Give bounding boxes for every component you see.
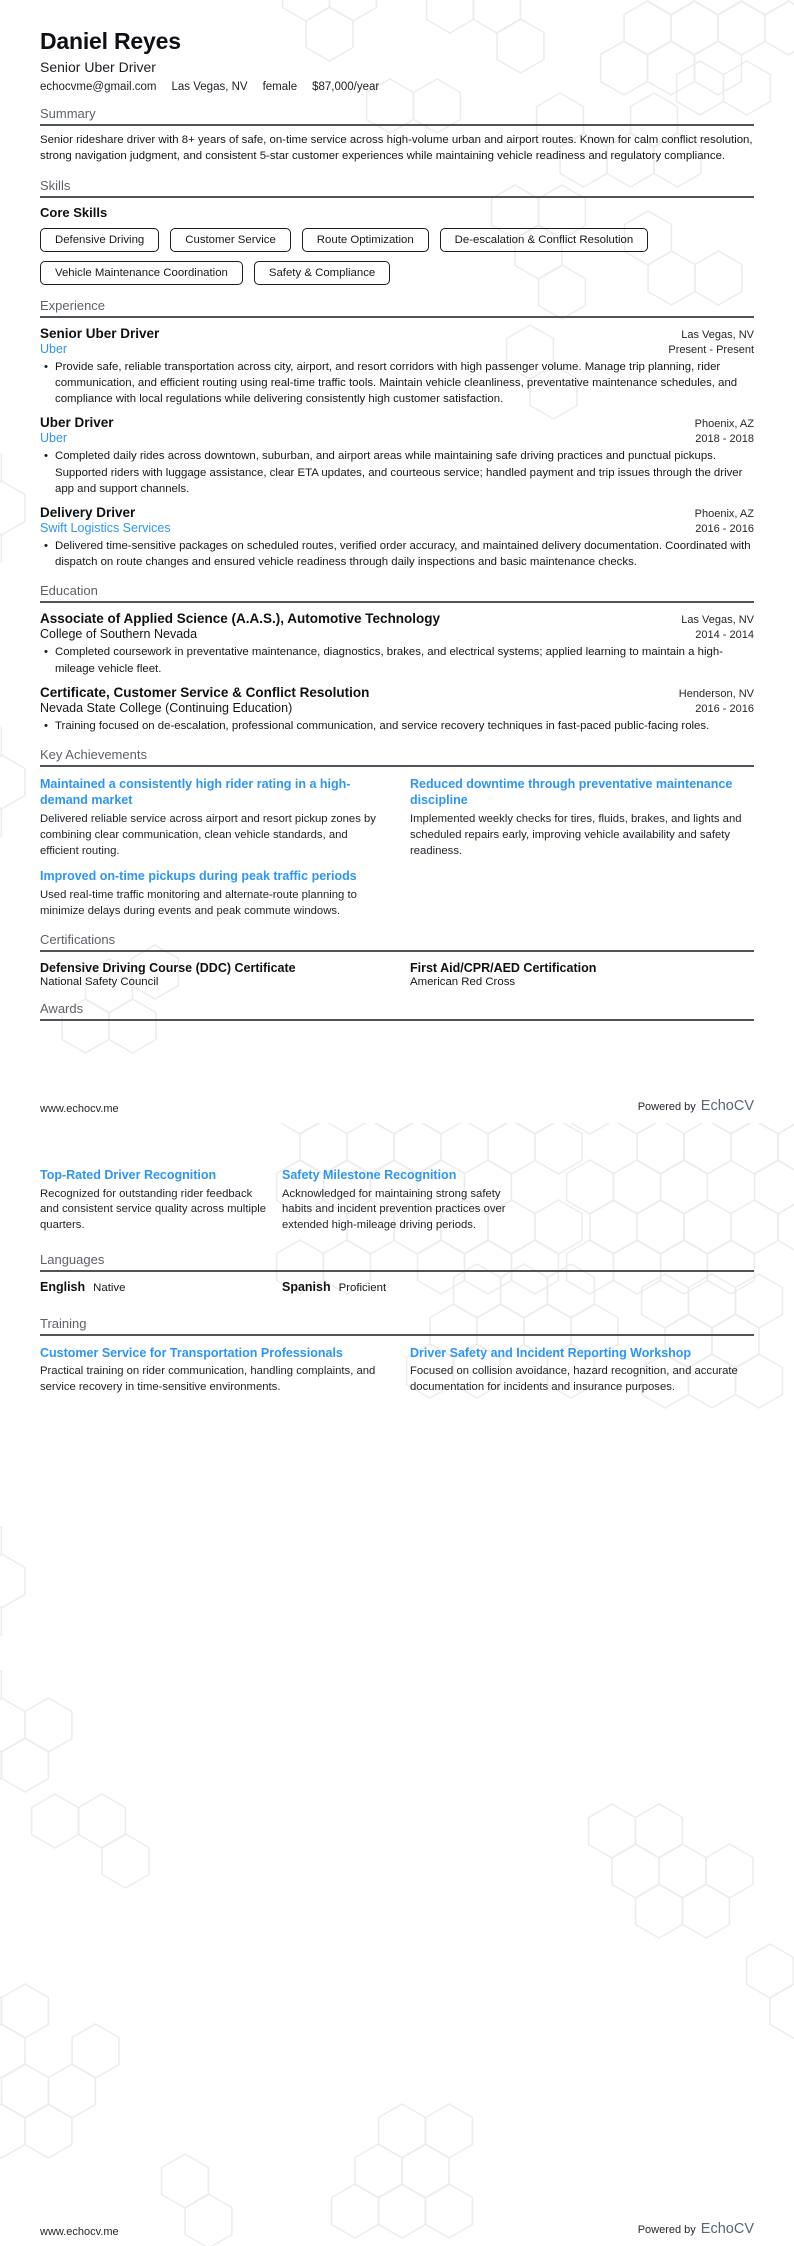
bullet-marker — [40, 359, 55, 408]
section-title-skills: Skills — [40, 178, 754, 198]
contact-location: Las Vegas, NV — [171, 81, 248, 93]
skills-chip-list — [40, 228, 754, 285]
section-key-achievements — [40, 747, 754, 920]
experience-entry — [40, 415, 754, 497]
section-certifications — [40, 932, 754, 988]
achievement-text: Used real-time traffic monitoring and alternate-route planning to minimize delays during events and peak commute windows. — [40, 888, 357, 917]
section-experience — [40, 298, 754, 571]
certification-item — [410, 961, 754, 988]
degree-title: Associate of Applied Science (A.A.S.), Automotive Technology — [40, 611, 441, 627]
bullet-marker — [40, 644, 55, 676]
resume-header — [40, 28, 754, 93]
education-dates: 2016 - 2016 — [695, 702, 754, 715]
language-name: English — [40, 1279, 86, 1294]
skill-chip: Defensive Driving — [40, 228, 159, 252]
footer-site-link[interactable]: www.echocv.me — [40, 2226, 119, 2238]
summary-text: Senior rideshare driver with 8+ years of safe, on-time service across high-volume urban and airport routes. Known for calm conflict resolution, strong navigation judgment, and consistent 5-star customer experiences while maintaining vehicle readiness and regulatory compliance. — [40, 134, 753, 163]
section-title-certifications: Certifications — [40, 932, 754, 952]
bullet-marker — [40, 448, 55, 497]
echocv-brand[interactable]: EchoCV — [700, 1098, 754, 1114]
language-item — [40, 1280, 270, 1294]
certification-name: First Aid/CPR/AED Certification — [410, 961, 597, 976]
achievement-item — [40, 776, 384, 859]
certification-grid — [40, 961, 754, 988]
job-bullet — [40, 448, 754, 497]
section-education — [40, 583, 754, 734]
job-dates: 2016 - 2016 — [695, 522, 754, 535]
education-bullet — [40, 718, 754, 734]
school-name: College of Southern Nevada — [40, 627, 198, 642]
achievement-grid — [40, 776, 754, 920]
education-bullet-text: Completed coursework in preventative maintenance, diagnostics, brakes, and electrical systems; applied learning to maintain a high-mileage vehicle fleet. — [55, 646, 723, 675]
education-entry — [40, 611, 754, 676]
certification-item — [40, 961, 384, 988]
page-footer — [40, 2220, 754, 2238]
company-link[interactable]: Uber — [40, 341, 68, 356]
achievement-text: Implemented weekly checks for tires, fluids, brakes, and lights and scheduled repairs early, improving vehicle availability and safety readiness. — [410, 812, 742, 857]
experience-entry — [40, 505, 754, 570]
achievement-title: Maintained a consistently high rider rating in a high-demand market — [40, 776, 351, 808]
certification-issuer: National Safety Council — [40, 976, 159, 989]
achievement-title: Reduced downtime through preventative maintenance discipline — [410, 776, 733, 808]
section-title-key-achievements: Key Achievements — [40, 747, 754, 767]
contact-row — [40, 81, 754, 93]
awards-grid — [40, 1167, 754, 1234]
section-title-education: Education — [40, 583, 754, 603]
section-title-training: Training — [40, 1316, 754, 1336]
powered-by-label: Powered by — [637, 2224, 696, 2236]
certification-name: Defensive Driving Course (DDC) Certificate — [40, 961, 296, 976]
language-level: Proficient — [338, 1281, 387, 1294]
achievement-title: Improved on-time pickups during peak traffic periods — [40, 869, 357, 884]
education-bullet — [40, 644, 754, 676]
skill-chip: Safety & Compliance — [254, 261, 390, 285]
award-text: Recognized for outstanding rider feedback and consistent service quality across multiple quarters. — [40, 1187, 267, 1232]
achievement-text: Delivered reliable service across airport and resort pickup zones by combining clear communication, clean vehicle standards, and efficient routing. — [40, 812, 376, 857]
education-bullet-text: Training focused on de-escalation, professional communication, and service recovery techniques in fast-paced public-facing roles. — [55, 719, 710, 732]
skill-chip: Vehicle Maintenance Coordination — [40, 261, 243, 285]
job-bullet — [40, 359, 754, 408]
section-title-experience: Experience — [40, 298, 754, 318]
job-location: Phoenix, AZ — [694, 418, 754, 431]
language-level: Native — [93, 1281, 126, 1294]
section-title-summary: Summary — [40, 106, 754, 126]
contact-salary: $87,000/year — [312, 81, 380, 93]
skill-chip: Customer Service — [170, 228, 291, 252]
training-text: Practical training on rider communication, handling complaints, and service recovery in time-sensitive environments. — [40, 1365, 376, 1394]
degree-title: Certificate, Customer Service & Conflict Resolution — [40, 684, 370, 700]
job-dates: 2018 - 2018 — [695, 433, 754, 446]
footer-site-link[interactable]: www.echocv.me — [40, 1103, 119, 1115]
job-location: Phoenix, AZ — [694, 507, 754, 520]
page-footer — [40, 1097, 754, 1115]
school-location: Henderson, NV — [678, 687, 754, 700]
achievement-item — [410, 776, 754, 859]
section-summary — [40, 106, 754, 165]
bullet-marker — [40, 538, 55, 570]
section-title-awards: Awards — [40, 1001, 754, 1021]
job-dates: Present - Present — [668, 343, 754, 356]
language-grid — [40, 1280, 754, 1294]
candidate-job-title: Senior Uber Driver — [40, 59, 156, 75]
certification-issuer: American Red Cross — [410, 976, 516, 989]
award-item — [282, 1167, 512, 1234]
powered-by — [638, 1097, 754, 1115]
candidate-name: Daniel Reyes — [40, 28, 181, 54]
job-bullet-text: Delivered time-sensitive packages on scheduled routes, verified order accuracy, and maintained delivery documentation. Coordinated with dispatch on route changes and ensured vehicle readiness through daily inspections and basic maintenance checks. — [55, 539, 751, 569]
echocv-brand[interactable]: EchoCV — [700, 2221, 754, 2237]
bullet-marker — [40, 718, 55, 734]
training-title: Driver Safety and Incident Reporting Workshop — [410, 1345, 692, 1360]
training-title: Customer Service for Transportation Professionals — [40, 1345, 343, 1360]
training-grid — [40, 1345, 754, 1396]
section-skills — [40, 178, 754, 285]
resume-page-2 — [0, 1123, 794, 2246]
award-text: Acknowledged for maintaining strong safety habits and incident prevention practices over extended high-mileage driving periods. — [282, 1187, 506, 1232]
contact-gender: female — [262, 81, 298, 93]
section-title-languages: Languages — [40, 1252, 754, 1272]
job-title: Delivery Driver — [40, 504, 136, 520]
job-title: Senior Uber Driver — [40, 325, 160, 341]
experience-entry — [40, 326, 754, 408]
skills-group-label: Core Skills — [40, 204, 108, 220]
skill-chip: Route Optimization — [302, 228, 429, 252]
language-name: Spanish — [282, 1279, 331, 1294]
skill-chip: De-escalation & Conflict Resolution — [440, 228, 649, 252]
school-name: Nevada State College (Continuing Education) — [40, 700, 293, 715]
powered-by-label: Powered by — [637, 1101, 696, 1113]
job-bullet — [40, 538, 754, 570]
language-item — [282, 1280, 512, 1294]
job-location: Las Vegas, NV — [681, 328, 754, 341]
school-location: Las Vegas, NV — [681, 614, 754, 627]
job-bullet-text: Provide safe, reliable transportation across city, airport, and resort corridors with high passenger volume. Manage trip planning, rider communication, and efficient routing using real-time traffic tools. Maintain vehicle cleanliness, preventative maintenance schedules, and compliance with local regulations while delivering consistently high customer satisfaction. — [55, 360, 738, 406]
award-title: Safety Milestone Recognition — [282, 1168, 457, 1182]
education-entry — [40, 685, 754, 734]
job-bullet-text: Completed daily rides across downtown, suburban, and airport areas while maintaining safe driving practices and punctual pickups. Supported riders with luggage assistance, clear ETA updates, and courteous service; handled payment and trip issues through the driver app and support channels. — [55, 450, 743, 495]
section-training — [40, 1316, 754, 1396]
powered-by — [638, 2220, 754, 2238]
education-dates: 2014 - 2014 — [695, 629, 754, 642]
section-awards — [40, 1001, 754, 1021]
company-link[interactable]: Uber — [40, 431, 68, 446]
contact-email: echocvme@gmail.com — [40, 81, 157, 93]
company-link[interactable]: Swift Logistics Services — [40, 520, 171, 535]
training-item — [40, 1345, 384, 1396]
training-item — [410, 1345, 754, 1396]
training-text: Focused on collision avoidance, hazard recognition, and accurate documentation for incidents and insurance purposes. — [410, 1365, 738, 1394]
achievement-item — [40, 868, 384, 919]
section-languages — [40, 1252, 754, 1294]
job-title: Uber Driver — [40, 415, 114, 431]
award-item — [40, 1167, 270, 1234]
award-title: Top-Rated Driver Recognition — [40, 1168, 217, 1182]
